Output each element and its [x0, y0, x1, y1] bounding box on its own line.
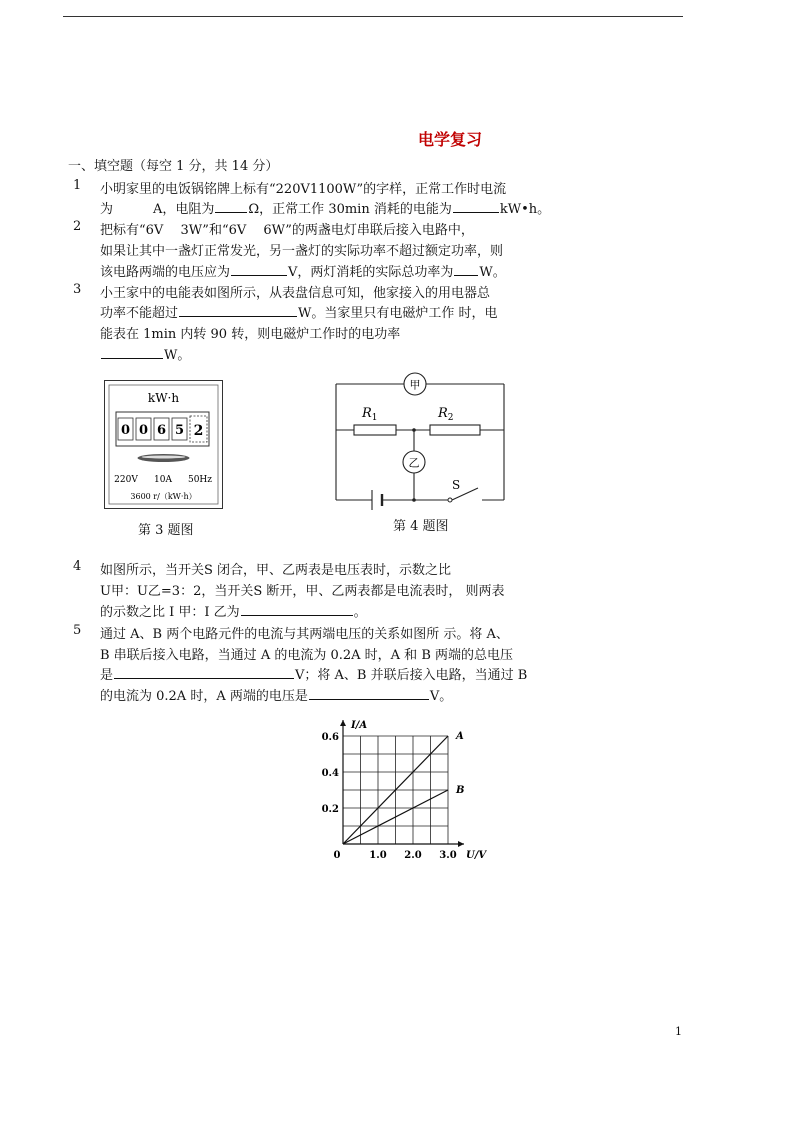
meter-rate: 3600 r/（kW·h） — [130, 492, 197, 501]
q3-line2: 功率不能超过 W。当家里只有电磁炉工作 时，电 — [100, 306, 498, 321]
x-axis-label: U/V — [466, 850, 487, 861]
y-tick-label: 0.2 — [321, 804, 339, 815]
q3-blank-cooker-power[interactable] — [101, 346, 163, 359]
meter-jia-label: 甲 — [409, 378, 421, 392]
q4-line3: 的示数之比 I 甲：I 乙为 。 — [100, 605, 367, 620]
q1-blank-current[interactable] — [114, 201, 152, 213]
meter-digit-4: 5 — [174, 423, 185, 438]
meter-spec-current: 10A — [154, 475, 172, 485]
q3-line4: W。 — [100, 344, 190, 363]
r1-label: $R_1$ — [362, 406, 378, 423]
junction-dot — [412, 428, 416, 432]
switch-icon — [448, 498, 452, 502]
meter-spec-frequency: 50Hz — [187, 475, 213, 485]
figure-electric-meter — [104, 380, 224, 514]
y-tick-label: 0.4 — [321, 768, 339, 779]
meter-spec-voltage: 220V — [114, 475, 138, 485]
origin-label: 0 — [333, 850, 341, 861]
y-tick-label: 0.6 — [321, 732, 339, 743]
resistor-r1-icon — [354, 425, 396, 435]
q5-blank-a-voltage[interactable] — [309, 687, 429, 700]
section-heading: 一、填空题（每空 1 分，共 14 分） — [68, 159, 279, 174]
q1-blank-energy[interactable] — [453, 200, 499, 213]
q4-line2: U甲：U乙=3：2，当开关S 断开，甲、乙两表都是电流表时， 则两表 — [100, 584, 505, 599]
q1-line2: 为 A，电阻为 Ω，正常工作 30min 消耗的电能为 kW•h。 — [100, 202, 551, 217]
switch-label: S — [452, 478, 461, 492]
meter-digit-5: 2 — [193, 423, 204, 439]
q1-number: 1 — [73, 178, 82, 193]
x-tick-label: 3.0 — [439, 850, 457, 861]
q1-line1: 小明家里的电饭锅铭牌上标有“220V1100W”的字样，正常工作时电流 — [100, 182, 507, 197]
q2-number: 2 — [73, 219, 82, 234]
page-number: 1 — [675, 1025, 682, 1038]
y-axis-label: I/A — [351, 720, 368, 731]
q2-line1: 把标有“6V 3W”和“6V 6W”的两盏电灯串联后接入电路中， — [100, 223, 474, 238]
q5-blank-total-voltage[interactable] — [114, 666, 294, 679]
q3-line1: 小王家中的电能表如图所示，从表盘信息可知，他家接入的用电器总 — [100, 286, 491, 301]
series-label-b: B — [456, 785, 465, 796]
series-label-a: A — [456, 731, 464, 742]
q5-line3: 是 V；将 A、B 并联后接入电路，当通过 B — [100, 668, 528, 683]
q2-line3: 该电路两端的电压应为 V，两灯消耗的实际总功率为 W。 — [100, 265, 506, 280]
meter-digits — [118, 416, 207, 442]
meter-digit-1: 0 — [120, 423, 131, 438]
x-tick-label: 1.0 — [369, 850, 387, 861]
q5-line2: B 串联后接入电路，当通过 A 的电流为 0.2A 时，A 和 B 两端的总电压 — [100, 648, 514, 663]
meter-unit: kW·h — [147, 391, 180, 405]
meter-digit-3: 6 — [156, 423, 167, 438]
q2-blank-power[interactable] — [454, 263, 478, 276]
q2-blank-voltage[interactable] — [231, 263, 287, 276]
figure-circuit — [330, 370, 510, 514]
q5-line1: 通过 A、B 两个电路元件的电流与其两端电压的关系如图所 示。将 A、 — [100, 627, 509, 642]
x-axis-arrow-icon — [458, 841, 464, 847]
circuit-drawing — [330, 370, 510, 510]
q3-number: 3 — [73, 282, 82, 297]
page-title: 电学复习 — [418, 130, 483, 149]
meter-yi-label: 乙 — [408, 456, 420, 470]
q3-line3: 能表在 1min 内转 90 转，则电磁炉工作时的电功率 — [100, 327, 401, 342]
iu-chart-svg — [318, 712, 498, 862]
q4-line1: 如图所示，当开关S 闭合，甲、乙两表是电压表时，示数之比 — [100, 563, 452, 578]
r2-label: $R_2$ — [438, 406, 454, 423]
junction-dot — [412, 498, 416, 502]
figure-4-caption: 第 4 题图 — [393, 519, 449, 534]
q2-line2: 如果让其中一盏灯正常发光，另一盏灯的实际功率不超过额定功率，则 — [100, 244, 504, 259]
y-axis-arrow-icon — [340, 720, 346, 726]
q3-blank-max-power[interactable] — [179, 304, 297, 317]
header-rule — [63, 16, 683, 17]
q5-number: 5 — [73, 623, 82, 638]
q4-number: 4 — [73, 559, 82, 574]
resistor-r2-icon — [430, 425, 480, 435]
x-tick-label: 2.0 — [404, 850, 422, 861]
meter-digit-2: 0 — [138, 423, 149, 438]
iu-chart — [318, 712, 498, 866]
figure-3-caption: 第 3 题图 — [138, 523, 194, 538]
q4-blank-ratio[interactable] — [241, 603, 353, 616]
q1-blank-resistance[interactable] — [215, 200, 247, 213]
meter-drawing — [104, 380, 224, 510]
q5-line4: 的电流为 0.2A 时，A 两端的电压是 V。 — [100, 689, 453, 704]
